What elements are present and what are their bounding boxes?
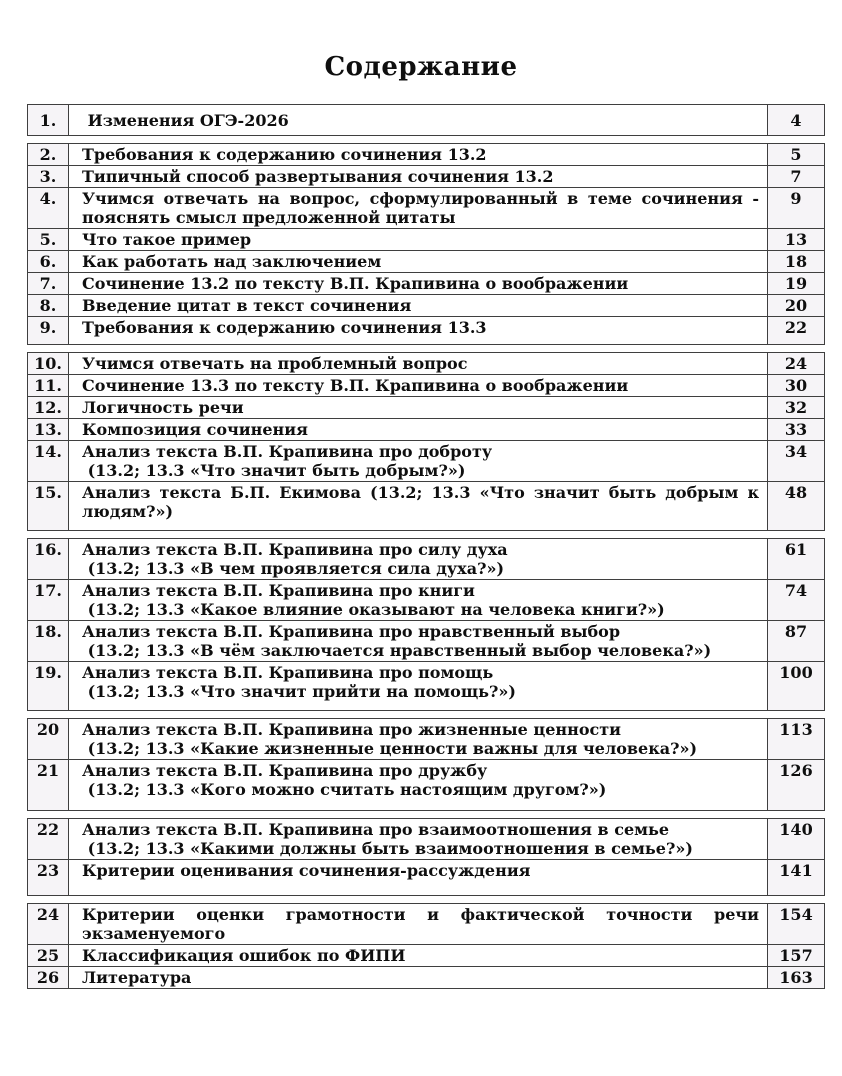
row-title-cell <box>69 904 767 944</box>
row-number-cell: 23 <box>28 860 69 895</box>
toc-row <box>27 538 825 580</box>
row-title-line: экзаменуемого <box>82 924 226 943</box>
row-title-cell <box>69 144 767 165</box>
row-title-line: Анализ текста Б.П. Екимова (13.2; 13.3 «Что значит быть добрым к <box>82 483 759 502</box>
row-title-cell <box>69 273 767 294</box>
row-title-line: Что такое пример <box>82 230 252 249</box>
row-number-cell: 1. <box>28 105 69 135</box>
row-page-cell: 87 <box>767 621 824 661</box>
row-title-line: Учимся отвечать на вопрос, сформулированный в теме сочинения - <box>82 189 759 208</box>
row-number-cell: 2. <box>28 144 69 165</box>
row-number-cell: 3. <box>28 166 69 187</box>
row-title-line: (13.2; 13.3 «Какие жизненные ценности важны для человека?») <box>82 739 698 758</box>
row-page-cell: 141 <box>767 860 824 895</box>
row-title-line: Композиция сочинения <box>82 420 308 439</box>
row-number-cell: 25 <box>28 945 69 966</box>
toc-row <box>27 250 825 273</box>
row-title-cell <box>69 662 767 710</box>
toc-row <box>27 903 825 945</box>
row-page-cell: 20 <box>767 295 824 316</box>
row-title-cell <box>69 967 767 988</box>
row-title-line: Сочинение 13.2 по тексту В.П. Крапивина о воображении <box>82 274 629 293</box>
row-title-cell <box>69 621 767 661</box>
toc-row <box>27 944 825 967</box>
row-title-line: людям?») <box>82 502 174 521</box>
row-title-line: (13.2; 13.3 «В чем проявляется сила духа?») <box>82 559 505 578</box>
row-page-cell: 163 <box>767 967 824 988</box>
row-title-line: Классификация ошибок по ФИПИ <box>82 946 406 965</box>
row-page-cell: 5 <box>767 144 824 165</box>
row-title-cell <box>69 105 767 135</box>
row-title-cell <box>69 860 767 895</box>
row-title-line: (13.2; 13.3 «Что значит быть добрым?») <box>82 461 466 480</box>
toc-row <box>27 374 825 397</box>
row-number-cell: 17. <box>28 580 69 620</box>
row-number-cell: 7. <box>28 273 69 294</box>
row-title-line: Литература <box>82 968 192 987</box>
row-page-cell: 7 <box>767 166 824 187</box>
row-page-cell: 140 <box>767 819 824 859</box>
row-number-cell: 10. <box>28 353 69 374</box>
row-title-line: Сочинение 13.3 по тексту В.П. Крапивина о воображении <box>82 376 629 395</box>
toc-row <box>27 661 825 711</box>
row-title-line: Критерии оценки грамотности и фактической точности речи <box>82 905 759 924</box>
toc-row <box>27 396 825 419</box>
row-number-cell: 8. <box>28 295 69 316</box>
row-title-cell <box>69 353 767 374</box>
toc-row <box>27 481 825 531</box>
toc-row <box>27 859 825 896</box>
row-title-line: Логичность речи <box>82 398 244 417</box>
page-title: Содержание <box>324 52 518 82</box>
row-page-cell: 48 <box>767 482 824 530</box>
row-title-line: Анализ текста В.П. Крапивина про жизненные ценности <box>82 720 622 739</box>
row-title-line: Требования к содержанию сочинения 13.2 <box>82 145 487 164</box>
toc-row <box>27 440 825 482</box>
row-page-cell: 9 <box>767 188 824 228</box>
row-title-cell <box>69 539 767 579</box>
row-title-line: Анализ текста В.П. Крапивина про дружбу <box>82 761 488 780</box>
row-page-cell: 61 <box>767 539 824 579</box>
row-page-cell: 19 <box>767 273 824 294</box>
row-title-line: Типичный способ развертывания сочинения 13.2 <box>82 167 554 186</box>
row-title-line: Критерии оценивания сочинения-рассуждения <box>82 861 531 880</box>
row-title-cell <box>69 819 767 859</box>
row-title-cell <box>69 166 767 187</box>
toc-row <box>27 143 825 166</box>
row-page-cell: 30 <box>767 375 824 396</box>
row-page-cell: 126 <box>767 760 824 810</box>
row-page-cell: 18 <box>767 251 824 272</box>
toc-row <box>27 316 825 345</box>
row-title-line: Как работать над заключением <box>82 252 382 271</box>
row-title-line: Изменения ОГЭ-2026 <box>82 111 289 130</box>
row-page-cell: 33 <box>767 419 824 440</box>
row-number-cell: 12. <box>28 397 69 418</box>
row-title-line: (13.2; 13.3 «Кого можно считать настоящим другом?») <box>82 780 607 799</box>
row-title-line: Анализ текста В.П. Крапивина про взаимоотношения в семье <box>82 820 670 839</box>
toc-row <box>27 294 825 317</box>
row-page-cell: 4 <box>767 105 824 135</box>
toc-table <box>27 104 825 989</box>
row-number-cell: 16. <box>28 539 69 579</box>
row-number-cell: 26 <box>28 967 69 988</box>
row-title-cell <box>69 295 767 316</box>
row-title-cell <box>69 188 767 228</box>
row-title-cell <box>69 397 767 418</box>
toc-row <box>27 165 825 188</box>
row-number-cell: 14. <box>28 441 69 481</box>
row-page-cell: 74 <box>767 580 824 620</box>
row-number-cell: 4. <box>28 188 69 228</box>
row-title-line: (13.2; 13.3 «Что значит прийти на помощь?») <box>82 682 516 701</box>
row-title-line: Анализ текста В.П. Крапивина про помощь <box>82 663 494 682</box>
row-number-cell: 5. <box>28 229 69 250</box>
row-title-cell <box>69 482 767 530</box>
row-title-cell <box>69 760 767 810</box>
row-title-line: Анализ текста В.П. Крапивина про силу духа <box>82 540 508 559</box>
row-page-cell: 100 <box>767 662 824 710</box>
row-page-cell: 13 <box>767 229 824 250</box>
row-number-cell: 20 <box>28 719 69 759</box>
row-title-line: Требования к содержанию сочинения 13.3 <box>82 318 487 337</box>
row-title-cell <box>69 441 767 481</box>
row-title-cell <box>69 251 767 272</box>
row-title-line: Введение цитат в текст сочинения <box>82 296 412 315</box>
row-number-cell: 21 <box>28 760 69 810</box>
toc-row <box>27 718 825 760</box>
row-title-cell <box>69 375 767 396</box>
toc-row <box>27 228 825 251</box>
toc-row <box>27 187 825 229</box>
row-title-line: пояснять смысл предложенной цитаты <box>82 208 456 227</box>
row-page-cell: 24 <box>767 353 824 374</box>
row-number-cell: 19. <box>28 662 69 710</box>
row-number-cell: 13. <box>28 419 69 440</box>
toc-row <box>27 272 825 295</box>
row-page-cell: 32 <box>767 397 824 418</box>
row-title-cell <box>69 945 767 966</box>
row-number-cell: 11. <box>28 375 69 396</box>
row-title-line: (13.2; 13.3 «Какими должны быть взаимоотношения в семье?») <box>82 839 693 858</box>
row-title-line: Анализ текста В.П. Крапивина про книги <box>82 581 475 600</box>
toc-row <box>27 966 825 989</box>
toc-row <box>27 104 825 136</box>
row-title-cell <box>69 580 767 620</box>
row-page-cell: 157 <box>767 945 824 966</box>
toc-row <box>27 620 825 662</box>
row-title-line: Анализ текста В.П. Крапивина про нравственный выбор <box>82 622 621 641</box>
toc-row <box>27 352 825 375</box>
row-title-cell <box>69 317 767 344</box>
row-page-cell: 34 <box>767 441 824 481</box>
row-page-cell: 154 <box>767 904 824 944</box>
row-number-cell: 18. <box>28 621 69 661</box>
row-title-line: (13.2; 13.3 «В чём заключается нравственный выбор человека?») <box>82 641 712 660</box>
row-title-line: Учимся отвечать на проблемный вопрос <box>82 354 468 373</box>
toc-row <box>27 418 825 441</box>
row-number-cell: 22 <box>28 819 69 859</box>
row-title-cell <box>69 419 767 440</box>
toc-row <box>27 818 825 860</box>
toc-row <box>27 579 825 621</box>
row-page-cell: 22 <box>767 317 824 344</box>
row-number-cell: 24 <box>28 904 69 944</box>
toc-row <box>27 759 825 811</box>
row-number-cell: 6. <box>28 251 69 272</box>
row-title-line: Анализ текста В.П. Крапивина про доброту <box>82 442 493 461</box>
row-title-cell <box>69 719 767 759</box>
row-number-cell: 15. <box>28 482 69 530</box>
row-title-cell <box>69 229 767 250</box>
row-number-cell: 9. <box>28 317 69 344</box>
row-title-line: (13.2; 13.3 «Какое влияние оказывают на человека книги?») <box>82 600 665 619</box>
row-page-cell: 113 <box>767 719 824 759</box>
